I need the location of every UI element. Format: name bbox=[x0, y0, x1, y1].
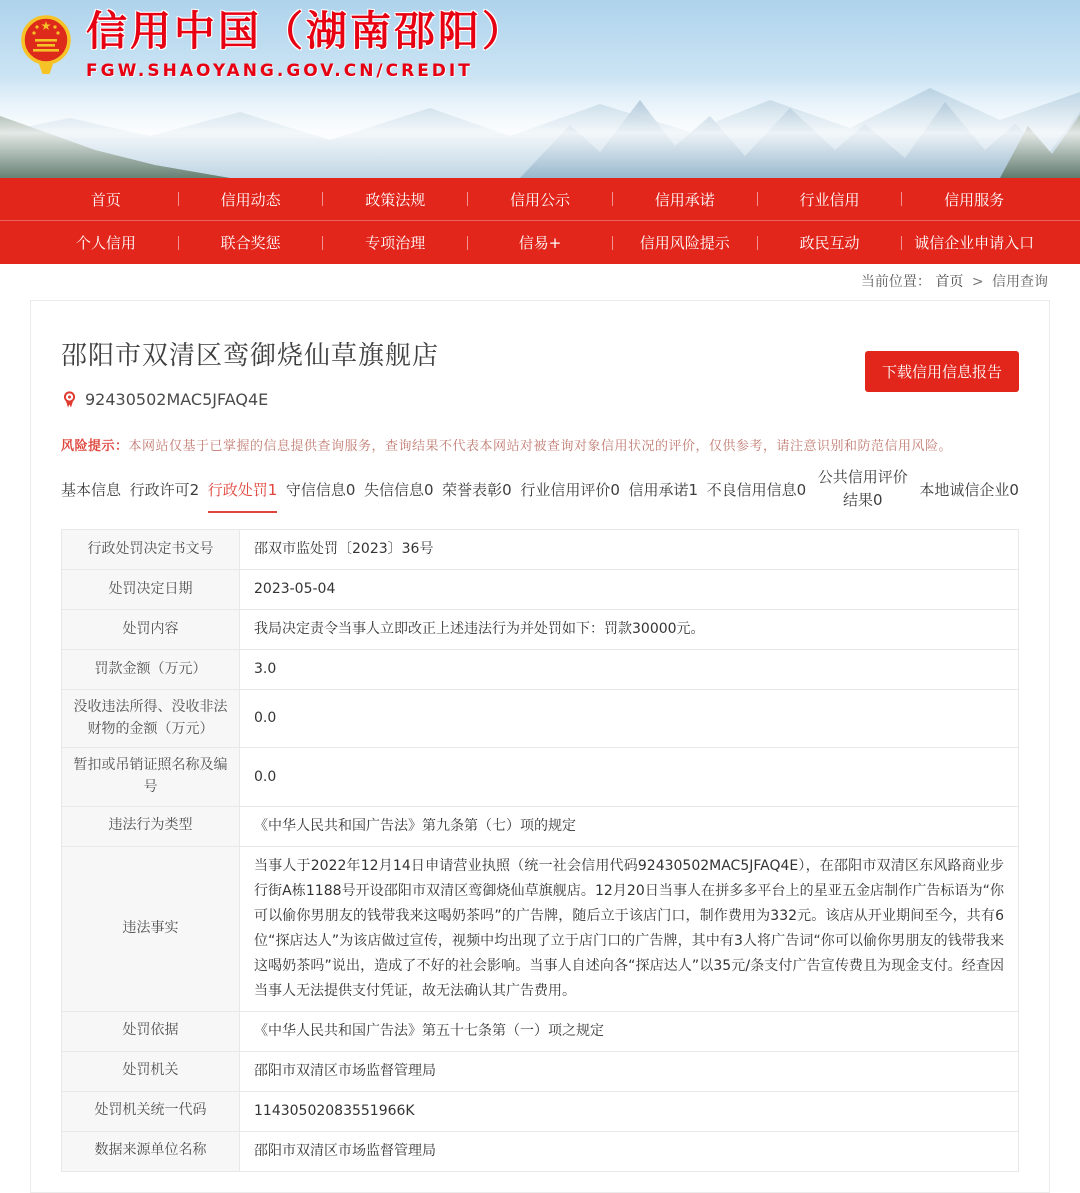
row-label: 罚款金额（万元） bbox=[62, 650, 240, 689]
tab-industry-credit-eval[interactable]: 行业信用评价0 bbox=[520, 481, 620, 499]
main-nav-row-1 bbox=[0, 178, 1080, 221]
row-value: 0.0 bbox=[254, 768, 277, 785]
row-value: 0.0 bbox=[254, 710, 277, 727]
tab-administrative-penalty[interactable]: 行政处罚1 bbox=[208, 466, 278, 513]
site-header bbox=[0, 0, 1080, 178]
row-value: 2023-05-04 bbox=[254, 581, 336, 597]
nav-item-credit-service[interactable]: 信用服务 bbox=[944, 190, 1005, 209]
credit-code-line bbox=[61, 390, 1019, 409]
row-value: 11430502083551966K bbox=[254, 1102, 415, 1119]
nav-item-policy[interactable]: 政策法规 bbox=[365, 190, 426, 209]
download-credit-report-button[interactable]: 下载信用信息报告 bbox=[865, 351, 1019, 392]
row-value: 当事人于2022年12月14日申请营业执照（统一社会信用代码92430502MAC5JFAQ4E），在邵阳市双清区东风路商业步行街A栋1188号开设邵阳市双清区鸾御烧仙草旗舰店。12月20日当事人在拼多多平台上的星亚五金店制作广告标语为“你可以偷你男朋友的钱带我来这喝奶茶吗”的广告牌，随后立于该店门口，制作费用为332元。该店从开业期间至今，共有6位“探店达人”为该店做过宣传，视频中均出现了立于店门口的广告牌，其中有3人将广告词“你可以偷你男朋友的钱带我来这喝奶茶吗”说出，造成了不好的社会影响。当事人自述向各“探店达人”以35元/条支付广告宣传费且为现金支付。经查因当事人无法提供支付凭证，故无法确认其广告费用。 bbox=[254, 857, 1004, 999]
table-row-data-source bbox=[62, 1132, 1018, 1172]
row-label: 违法事实 bbox=[62, 847, 240, 1011]
site-brand bbox=[20, 8, 526, 81]
nav-item-honest-enterprise-entry[interactable]: 诚信企业申请入口 bbox=[914, 234, 1035, 252]
row-value: 邵阳市双清区市场监督管理局 bbox=[254, 1062, 436, 1079]
medal-icon bbox=[61, 391, 78, 408]
table-row-penalty-authority bbox=[62, 1052, 1018, 1092]
main-nav-row-2 bbox=[0, 221, 1080, 264]
tab-honor-recognition[interactable]: 荣誉表彰0 bbox=[442, 481, 512, 499]
tab-basic-info[interactable]: 基本信息 bbox=[61, 481, 122, 499]
row-label: 数据来源单位名称 bbox=[62, 1132, 240, 1171]
site-title: 信用中国（湖南邵阳） bbox=[86, 7, 526, 55]
row-value: 邵双市监处罚〔2023〕36号 bbox=[254, 541, 434, 557]
table-row-penalty-basis bbox=[62, 1012, 1018, 1052]
table-row-violation-facts bbox=[62, 847, 1018, 1012]
nav-item-gov-interaction[interactable]: 政民互动 bbox=[799, 234, 860, 252]
tab-public-credit-eval-result[interactable]: 公共信用评价结果0 bbox=[817, 468, 908, 509]
tab-administrative-license[interactable]: 行政许可2 bbox=[129, 481, 200, 499]
tab-bad-credit-info[interactable]: 不良信用信息0 bbox=[706, 481, 807, 499]
nav-item-personal-credit[interactable]: 个人信用 bbox=[75, 234, 136, 252]
table-row-violation-type bbox=[62, 807, 1018, 847]
nav-item-xinyi-plus[interactable]: 信易+ bbox=[518, 234, 562, 252]
row-value: 我局决定责令当事人立即改正上述违法行为并处罚如下：罚款30000元。 bbox=[254, 621, 705, 637]
penalty-detail-table bbox=[61, 529, 1019, 1172]
nav-item-credit-publicity[interactable]: 信用公示 bbox=[510, 190, 571, 209]
breadcrumb-separator: > bbox=[971, 274, 984, 290]
row-value: 《中华人民共和国广告法》第五十七条第（一）项之规定 bbox=[254, 1022, 604, 1039]
table-row-authority-code bbox=[62, 1092, 1018, 1132]
table-row-license-suspension bbox=[62, 748, 1018, 806]
breadcrumb bbox=[0, 264, 1080, 300]
main-content-panel bbox=[30, 300, 1050, 1193]
credit-code-value: 92430502MAC5JFAQ4E bbox=[85, 390, 269, 409]
tab-trustworthy-info[interactable]: 守信信息0 bbox=[285, 481, 356, 499]
row-label: 没收违法所得、没收非法财物的金额（万元） bbox=[62, 690, 240, 747]
company-header bbox=[61, 301, 1019, 409]
nav-item-industry-credit[interactable]: 行业信用 bbox=[799, 190, 860, 209]
tab-dishonest-info[interactable]: 失信信息0 bbox=[364, 481, 434, 499]
site-url: FGW.SHAOYANG.GOV.CN/CREDIT bbox=[86, 61, 473, 82]
row-label: 暂扣或吊销证照名称及编号 bbox=[62, 748, 240, 805]
row-value: 《中华人民共和国广告法》第九条第（七）项的规定 bbox=[254, 817, 576, 834]
row-label: 处罚机关统一代码 bbox=[62, 1092, 240, 1131]
breadcrumb-current: 信用查询 bbox=[992, 274, 1048, 290]
credit-category-tabs bbox=[61, 462, 1019, 517]
row-label: 处罚依据 bbox=[62, 1012, 240, 1051]
row-label: 处罚机关 bbox=[62, 1052, 240, 1091]
risk-warning-text: 本网站仅基于已掌握的信息提供查询服务，查询结果不代表本网站对被查询对象信用状况的评价，仅供参考，请注意识别和防范信用风险。 bbox=[128, 439, 953, 454]
row-label: 违法行为类型 bbox=[62, 807, 240, 846]
breadcrumb-home-link[interactable]: 首页 bbox=[935, 274, 964, 290]
nav-item-credit-commitment[interactable]: 信用承诺 bbox=[654, 190, 715, 209]
nav-item-joint-reward-punish[interactable]: 联合奖惩 bbox=[220, 234, 281, 252]
national-emblem-icon bbox=[20, 12, 72, 78]
table-row-penalty-content bbox=[62, 610, 1018, 650]
row-label: 处罚决定日期 bbox=[62, 570, 240, 609]
nav-item-home[interactable]: 首页 bbox=[90, 190, 121, 209]
nav-item-credit-risk-alert[interactable]: 信用风险提示 bbox=[639, 234, 730, 252]
table-row-confiscation-amount bbox=[62, 690, 1018, 748]
tab-local-honest-enterprise[interactable]: 本地诚信企业0 bbox=[919, 481, 1019, 499]
table-row-decision-number bbox=[62, 530, 1018, 570]
row-label: 处罚内容 bbox=[62, 610, 240, 649]
row-value: 邵阳市双清区市场监督管理局 bbox=[254, 1142, 436, 1159]
nav-item-special-governance[interactable]: 专项治理 bbox=[365, 234, 426, 252]
risk-warning-label: 风险提示： bbox=[61, 439, 129, 454]
row-value: 3.0 bbox=[254, 661, 277, 677]
nav-item-credit-news[interactable]: 信用动态 bbox=[220, 190, 281, 209]
table-row-fine-amount bbox=[62, 650, 1018, 690]
company-name: 邵阳市双清区鸾御烧仙草旗舰店 bbox=[61, 341, 440, 371]
table-row-decision-date bbox=[62, 570, 1018, 610]
tab-credit-commitment[interactable]: 信用承诺1 bbox=[628, 481, 698, 499]
risk-warning bbox=[61, 435, 1019, 454]
row-label: 行政处罚决定书文号 bbox=[62, 530, 240, 569]
breadcrumb-label: 当前位置： bbox=[860, 274, 931, 290]
